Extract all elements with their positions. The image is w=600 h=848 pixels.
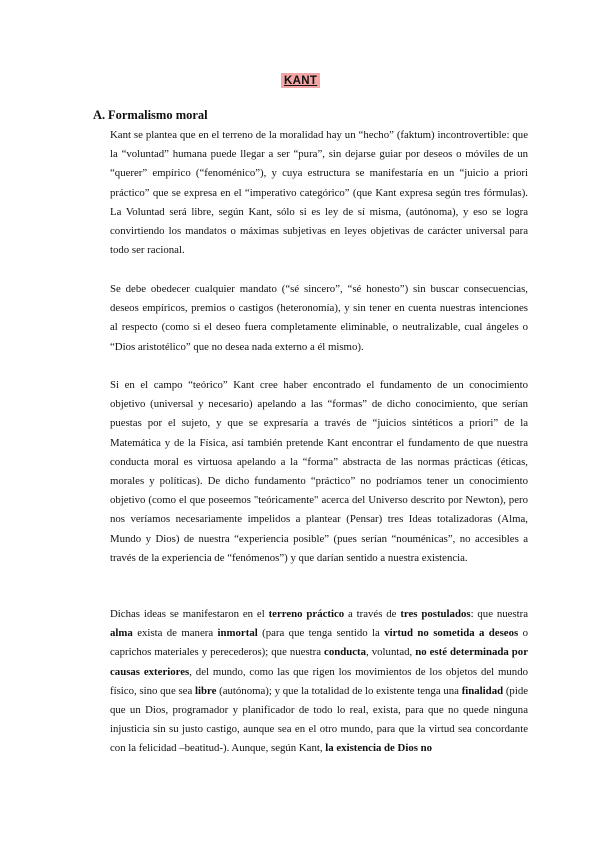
text-run: (pide que un Dios, programador y planificador de todo lo real, exista, para que no quede ninguna injusticia sin su justo castigo, aunque sea en el otro mundo, para que la virtud sea concordante con la felicidad –beatitud-). Aunque, según Kant,	[110, 684, 529, 755]
bold-term: inmortal	[217, 627, 258, 640]
bold-term: no esté determinada por causas exteriores	[110, 646, 528, 678]
text-run: o caprichos materiales y perecederos); que nuestra	[110, 627, 528, 659]
text-run: : que nuestra	[470, 608, 529, 620]
text-run: (autónoma); y que la totalidad de lo existente tenga una	[216, 684, 462, 697]
paragraph-text: Se debe obedecer cualquier mandato (“sé sincero”, “sé honesto”) sin buscar consecuencias, deseos empíricos, premios o castigos (heteronomía), y sin tener en cuenta nuestras intenciones al respecto (como si el deseo fuera completamente eliminable, o neutralizable, cual ángeles o “Dios aristotélico” que no desea nada externo a él mismo).	[110, 283, 528, 353]
text-run: (para que tenga sentido la	[257, 627, 385, 640]
paragraph-text	[110, 605, 528, 759]
text-run: , voluntad,	[366, 646, 416, 659]
paragraph-text: Si en el campo “teórico” Kant cree haber encontrado el fundamento de un conocimiento objetivo (universal y necesario) apelando a las “formas” de dicho conocimiento, que serían puestas por el sujeto, y que se expresaría a través de “juicios sintéticos a priori” de la Matemática y de la Física, así también pretende Kant encontrar el fundamento de que nuestra conducta moral es virtuosa apelando a la “forma” abstracta de las normas prácticas (éticas, morales y políticas). De dicho fundamento “práctico” no podríamos tener un conocimiento objetivo (como el que poseemos "teóricamente" acerca del Universo descrito por Newton), pero nos veríamos necesariamente impelidos a plantear (Pensar) tres Ideas totalizadoras (Alma, Mundo y Dios) de nuestra “experiencia posible” (pues serían “nouménicas”, no accesibles a través de la experiencia de “fenómenos”) y que darían sentido a nuestra existencia.	[110, 379, 528, 564]
bold-term: libre	[194, 684, 217, 697]
paragraph-1	[110, 126, 528, 260]
text-run: a través de	[344, 608, 401, 620]
paragraph-2	[110, 280, 528, 357]
bold-term: la existencia de Dios no	[325, 742, 433, 755]
text-run: , del mundo, como las que rigen los movimientos de los objetos del mundo físico, sino que sea	[110, 665, 528, 697]
bold-term: virtud no sometida a deseos	[384, 627, 519, 640]
bold-term: alma	[110, 627, 133, 640]
section-title: Formalismo moral	[108, 108, 208, 122]
text-run: exista de manera	[132, 627, 218, 640]
paragraph-3	[110, 376, 528, 568]
bold-term: terreno práctico	[268, 608, 345, 620]
paragraph-4	[110, 605, 528, 759]
bold-term: conducta	[324, 646, 367, 659]
section-letter: A.	[93, 108, 106, 122]
page-title: KANT	[281, 73, 320, 88]
bold-term: finalidad	[461, 684, 504, 697]
text-run: Dichas ideas se manifestaron en el	[110, 608, 269, 620]
paragraph-text: Kant se plantea que en el terreno de la moralidad hay un “hecho” (faktum) incontrovertible: que la “voluntad” humana puede llegar a ser “pura”, sin dejarse guiar por deseos o móviles de un “querer” empírico (“fenoménico”), y cuya estructura se manifestaría en un “juicio a priori práctico” que se expresa en el “imperativo categórico” (que Kant expresa según tres fórmulas). La Voluntad será libre, según Kant, sólo si es ley de sí misma, (autónoma), y eso se logra convirtiendo los mandatos o máximas subjetivas en leyes objetivas de carácter universal para todo ser racional.	[110, 129, 528, 257]
section-heading	[93, 107, 208, 123]
bold-term: tres postulados	[400, 608, 471, 620]
